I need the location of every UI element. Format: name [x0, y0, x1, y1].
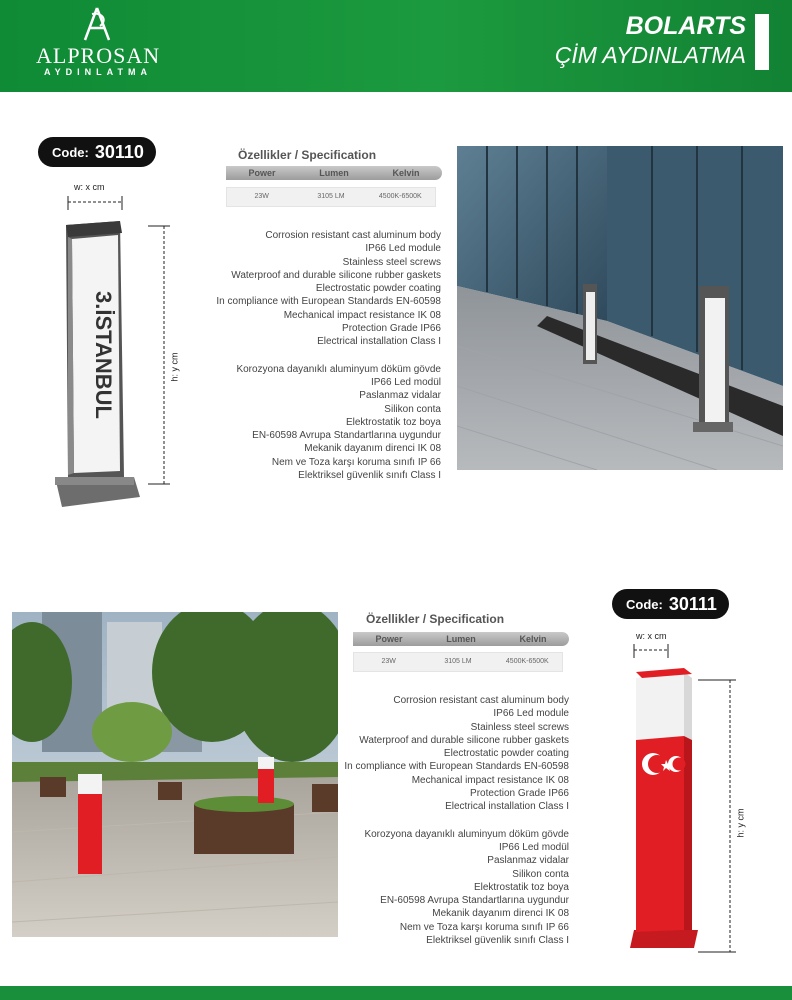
- width-dimension-label: w: x cm: [74, 182, 105, 192]
- feature-en-5: Electrostatic powder coating: [315, 283, 441, 295]
- spec-header-power: Power: [375, 634, 403, 644]
- brand-logo[interactable]: [36, 6, 160, 82]
- product-code-badge: [612, 589, 729, 619]
- bollard-print-text: 3.İSTANBUL: [91, 291, 116, 419]
- feature-list-gap: [324, 814, 569, 828]
- feature-tr-3: Paslanmaz vidalar: [487, 855, 569, 867]
- spec-header-kelvin: Kelvin: [392, 168, 420, 178]
- feature-en-4: Waterproof and durable silicone rubber gaskets: [359, 734, 569, 746]
- feature-en-3: Stainless steel screws: [470, 721, 569, 733]
- feature-tr-2: IP66 Led modül: [498, 841, 569, 853]
- feature-tr-3: Paslanmaz vidalar: [359, 390, 441, 402]
- feature-en-6: In compliance with European Standards EN-60598: [344, 761, 569, 773]
- height-dimension-label: h: y cm: [735, 808, 746, 838]
- feature-tr-6: EN-60598 Avrupa Standartlarına uygundur: [252, 430, 441, 442]
- logo-name: ALPROSAN: [36, 43, 161, 68]
- feature-tr-4: Silikon conta: [384, 403, 441, 415]
- feature-list: [324, 694, 569, 947]
- spec-value-kelvin: 4500K-6500K: [378, 193, 422, 200]
- feature-tr-6: EN-60598 Avrupa Standartlarına uygundur: [380, 895, 569, 907]
- feature-en-1: Corrosion resistant cast aluminum body: [265, 230, 441, 241]
- bollard-30110-product-image: [50, 215, 150, 515]
- feature-en-2: IP66 Led module: [493, 708, 569, 720]
- feature-tr-1: Korozyona dayanıklı aluminyum döküm gövde: [236, 363, 441, 375]
- logo-subtitle: AYDINLATMA: [44, 67, 152, 77]
- spec-value-lumen: 3105 LM: [444, 658, 472, 665]
- code-label: Code:: [626, 596, 663, 612]
- feature-tr-8: Nem ve Toza karşı koruma sınıfı IP 66: [399, 921, 569, 933]
- feature-tr-8: Nem ve Toza karşı koruma sınıfı IP 66: [271, 456, 441, 468]
- feature-en-8: Protection Grade IP66: [342, 323, 441, 335]
- installation-photo-building: [457, 146, 783, 470]
- spec-header-power: Power: [248, 168, 276, 178]
- spec-header-kelvin: Kelvin: [519, 634, 547, 644]
- spec-value-kelvin: 4500K-6500K: [505, 658, 549, 665]
- feature-list: [196, 229, 441, 482]
- feature-tr-7: Mekanik dayanım direnci IK 08: [432, 908, 569, 920]
- feature-tr-5: Elektrostatik toz boya: [473, 881, 569, 893]
- code-value: 30110: [94, 141, 144, 162]
- feature-en-8: Protection Grade IP66: [470, 788, 569, 800]
- catalog-title: BOLARTS: [625, 12, 746, 40]
- logo-emblem-icon: [80, 6, 114, 44]
- spec-title: Özellikler / Specification: [238, 148, 377, 162]
- feature-tr-4: Silikon conta: [512, 868, 569, 880]
- spec-value-lumen: 3105 LM: [317, 193, 345, 200]
- spec-header-lumen: Lumen: [319, 168, 349, 178]
- spec-value-row: [226, 187, 436, 207]
- installation-photo-park: [12, 612, 338, 937]
- spec-value-power: 23W: [381, 658, 396, 665]
- feature-en-4: Waterproof and durable silicone rubber gaskets: [231, 269, 441, 281]
- spec-value-power: 23W: [254, 193, 269, 200]
- spec-header-row: [353, 632, 569, 646]
- height-dimension-label: h: y cm: [169, 352, 180, 382]
- title-accent-bar: [755, 14, 769, 70]
- feature-en-7: Mechanical impact resistance IK 08: [283, 309, 441, 321]
- feature-tr-9: Elektriksel güvenlik sınıfı Class I: [426, 935, 569, 947]
- feature-en-1: Corrosion resistant cast aluminum body: [393, 695, 569, 706]
- feature-tr-7: Mekanik dayanım direnci IK 08: [304, 443, 441, 455]
- code-label: Code:: [52, 144, 89, 160]
- feature-tr-1: Korozyona dayanıklı aluminyum döküm gövde: [364, 828, 569, 840]
- feature-en-6: In compliance with European Standards EN-60598: [216, 296, 441, 308]
- feature-tr-5: Elektrostatik toz boya: [345, 416, 441, 428]
- feature-tr-2: IP66 Led modül: [370, 376, 441, 388]
- header-banner: [0, 0, 792, 92]
- feature-en-5: Electrostatic powder coating: [443, 748, 569, 760]
- width-dimension-label: w: x cm: [636, 631, 667, 641]
- feature-en-9: Electrical installation Class I: [445, 801, 569, 813]
- catalog-subtitle: ÇİM AYDINLATMA: [554, 42, 746, 68]
- footer-bar: [0, 986, 792, 1000]
- spec-value-row: [353, 652, 563, 672]
- feature-en-9: Electrical installation Class I: [317, 336, 441, 348]
- spec-title: Özellikler / Specification: [366, 612, 505, 626]
- feature-en-3: Stainless steel screws: [342, 256, 441, 268]
- spec-header-lumen: Lumen: [446, 634, 476, 644]
- product-code-badge: [38, 137, 156, 167]
- code-value: 30111: [668, 593, 717, 614]
- feature-en-2: IP66 Led module: [365, 243, 441, 255]
- feature-en-7: Mechanical impact resistance IK 08: [411, 774, 569, 786]
- spec-header-row: [226, 166, 442, 180]
- feature-tr-9: Elektriksel güvenlik sınıfı Class I: [298, 470, 441, 482]
- feature-list-gap: [196, 349, 441, 363]
- bollard-30111-product-image: [628, 668, 702, 952]
